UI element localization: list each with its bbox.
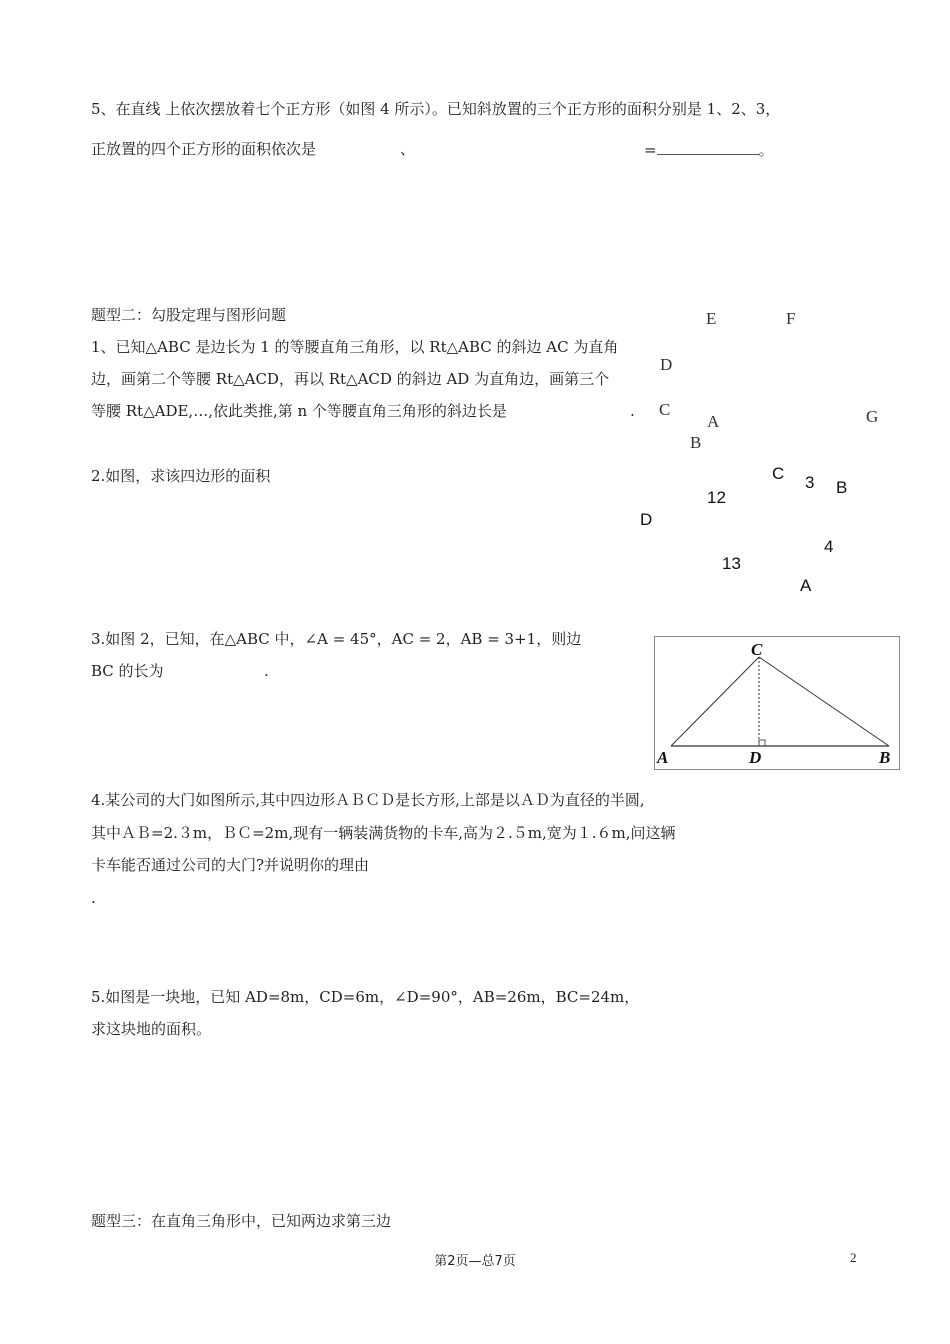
fig1-label-c: C <box>659 400 671 419</box>
fig2-label-b: B <box>879 748 891 767</box>
fig2-label-c: C <box>751 640 763 659</box>
figure-2-triangle <box>654 636 900 770</box>
q5-line2: 正放置的四个正方形的面积依次是 <box>91 140 317 158</box>
q5-answer <box>644 140 774 159</box>
p1-line3: 等腰 Rt△ADE,…,依此类推,第 n 个等腰直角三角形的斜边长是 <box>91 402 507 420</box>
fig1-label-b: B <box>690 433 702 452</box>
quad-label-12: 12 <box>707 488 726 507</box>
side-ac <box>671 657 759 746</box>
p1-line2: 边，画第二个等腰 Rt△ACD，再以 Rt△ACD 的斜边 AD 为直角边，画第三个 <box>91 370 610 388</box>
fig1-label-e: E <box>706 309 717 328</box>
fig1-label-a: A <box>707 412 720 431</box>
p1-dot: . <box>630 402 635 420</box>
quad-label-a: A <box>800 576 812 595</box>
quad-label-13: 13 <box>722 554 741 573</box>
p1-line1: 1、已知△ABC 是边长为 1 的等腰直角三角形，以 Rt△ABC 的斜边 AC 为直角 <box>91 338 619 356</box>
p5-line1: 5.如图是一块地，已知 AD=8m，CD=6m，∠D=90°，AB=26m，BC=24m， <box>91 988 640 1006</box>
p4-line3: 卡车能否通过公司的大门?并说明你的理由 <box>91 856 370 874</box>
page-number: 2 <box>850 1250 857 1265</box>
p4-line2: 其中ＡＢ=2.３m，ＢＣ=2m,现有一辆装满货物的卡车,高为２.５m,宽为１.６m,问这辆 <box>91 824 676 842</box>
quad-label-4: 4 <box>824 537 834 556</box>
p4-line1: 4.某公司的大门如图所示,其中四边形ＡＢＣＤ是长方形,上部是以ＡＤ为直径的半圆, <box>91 791 645 809</box>
p2-text: 2.如图，求该四边形的面积 <box>91 467 271 485</box>
fig2-label-a: A <box>657 748 669 767</box>
q5-line1: 5、在直线 上依次摆放着七个正方形（如图 4 所示）。已知斜放置的三个正方形的面积分别是 1、2、3， <box>91 100 781 118</box>
right-angle-mark <box>759 740 765 746</box>
section2-title: 题型二：勾股定理与图形问题 <box>91 306 287 324</box>
quad-label-b: B <box>836 478 848 497</box>
p3-line2: BC 的长为 <box>91 662 164 680</box>
quad-label-c: C <box>772 464 785 483</box>
q5-end: 。 <box>758 141 774 159</box>
quad-label-d: D <box>640 510 653 529</box>
q5-answer-blank <box>657 140 759 155</box>
fig1-label-d: D <box>660 355 673 374</box>
p4-dot: . <box>91 889 96 907</box>
page-footer: 第2页—总7页 <box>434 1254 516 1269</box>
side-bc <box>759 657 889 746</box>
q5-equals: = <box>644 141 657 159</box>
fig1-label-f: F <box>786 309 796 328</box>
q5-separator: 、 <box>400 140 416 158</box>
p3-line1: 3.如图 2，已知，在△ABC 中，∠A = 45°，AC = 2，AB = 3+1，则边 <box>91 630 582 648</box>
fig2-label-d: D <box>749 748 762 767</box>
fig1-label-g: G <box>866 407 879 426</box>
section3-title: 题型三：在直角三角形中，已知两边求第三边 <box>91 1212 392 1230</box>
quad-label-3: 3 <box>805 473 815 492</box>
p3-dot: . <box>264 662 269 680</box>
p5-line2: 求这块地的面积。 <box>91 1020 212 1038</box>
